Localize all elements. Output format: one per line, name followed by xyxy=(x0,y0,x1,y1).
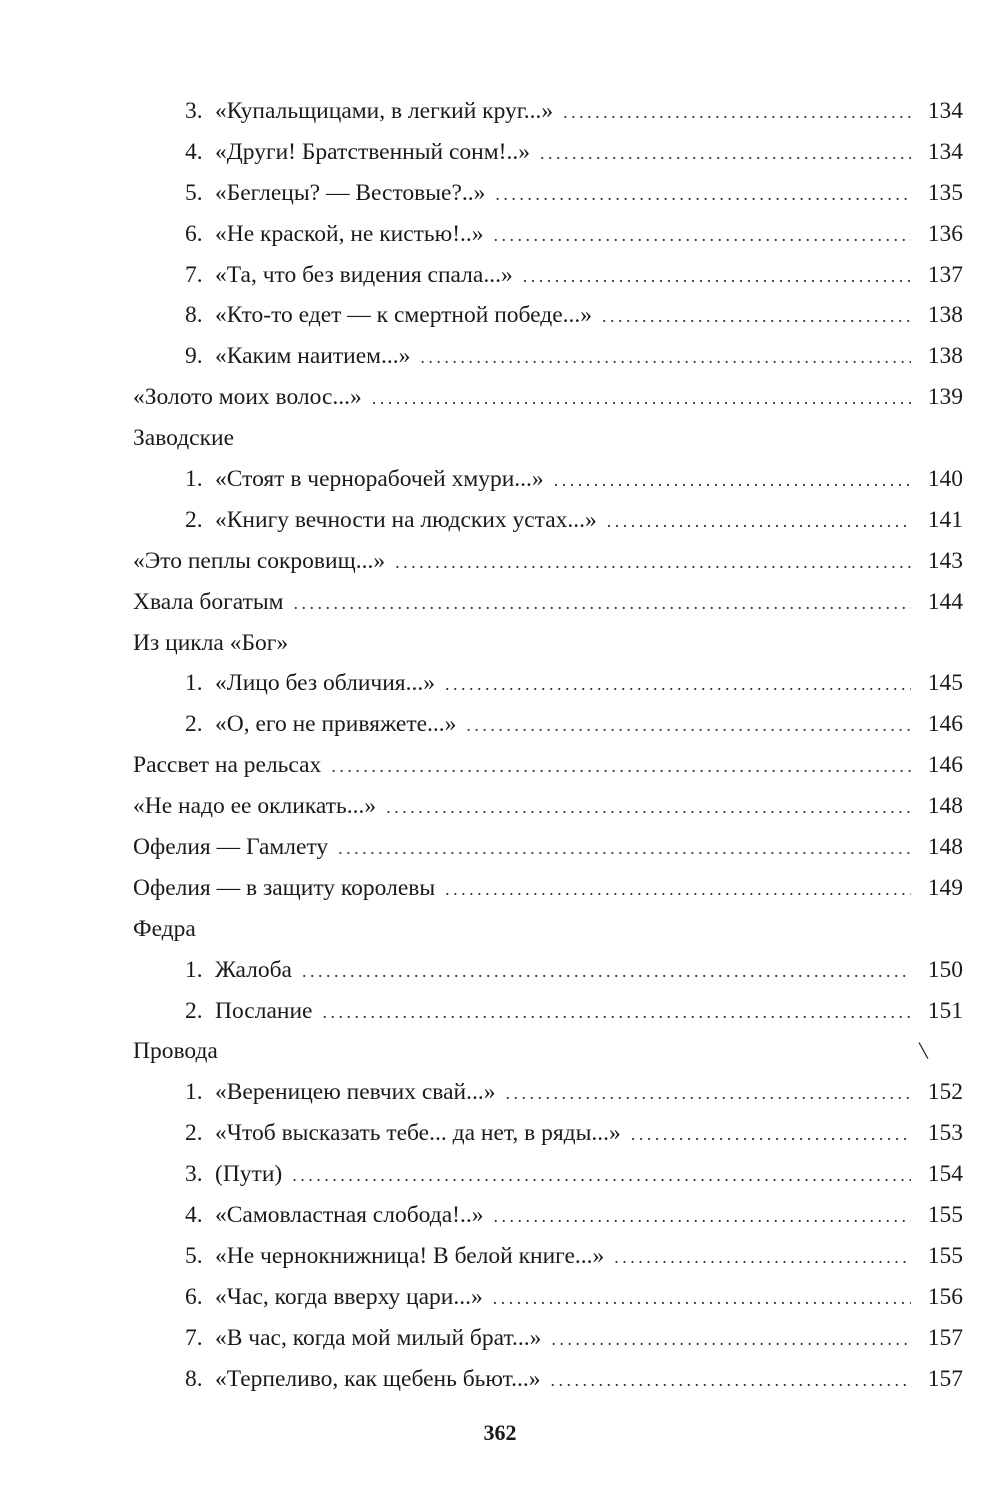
dot-leader xyxy=(466,705,911,746)
toc-entry-title: Заводские xyxy=(133,425,235,452)
dot-leader xyxy=(420,337,911,378)
toc-entry xyxy=(133,91,963,132)
toc-entry-title: Офелия — в защиту королевы xyxy=(133,874,436,901)
toc-entry-page: 144 xyxy=(927,588,963,615)
dot-leader xyxy=(540,133,911,174)
toc-entry xyxy=(133,295,963,336)
dot-leader xyxy=(322,992,911,1033)
toc-entry-title: «Лицо без обличия...» xyxy=(215,670,435,697)
toc-entry-title: «Не краской, не кистью!..» xyxy=(215,220,484,247)
toc-entry-title: «О, его не привяжете...» xyxy=(215,711,457,738)
toc-entry xyxy=(133,1359,963,1400)
toc-entry-page: 146 xyxy=(927,752,963,779)
toc-entry-page: 143 xyxy=(927,547,963,574)
toc-entry-title: «Не чернокнижница! В белой книге...» xyxy=(215,1242,605,1269)
toc-entry xyxy=(133,582,963,623)
toc-entry-page: 148 xyxy=(927,834,963,861)
dot-leader xyxy=(554,460,911,501)
dot-leader xyxy=(445,664,911,705)
toc-section-heading xyxy=(133,623,963,664)
dot-leader xyxy=(551,1360,912,1401)
toc-entry xyxy=(133,500,963,541)
toc-entry xyxy=(133,459,963,500)
dot-leader xyxy=(523,256,911,297)
dot-leader xyxy=(372,378,911,419)
toc-entry-number: 4. xyxy=(185,1202,203,1229)
toc-entry xyxy=(133,541,963,582)
toc-entry-page: 157 xyxy=(927,1365,963,1392)
toc-entry-number: 1. xyxy=(185,466,203,493)
toc-entry xyxy=(133,1195,963,1236)
toc-entry-number: 6. xyxy=(185,220,203,247)
toc-entry xyxy=(133,1318,963,1359)
toc-entry-number: 8. xyxy=(185,1365,203,1392)
toc-entry-number: 8. xyxy=(185,302,203,329)
toc-entry-number: 2. xyxy=(185,506,203,533)
toc-entry-number: 1. xyxy=(185,956,203,983)
dot-leader xyxy=(493,1278,911,1319)
toc-entry-number: 2. xyxy=(185,997,203,1024)
toc-entry-page: 155 xyxy=(927,1242,963,1269)
toc-entry-title: «Беглецы? — Вестовые?..» xyxy=(215,179,486,206)
toc-entry-title: Офелия — Гамлету xyxy=(133,834,329,861)
dot-leader xyxy=(395,542,911,583)
dot-leader xyxy=(302,951,911,992)
toc-entry-page: 151 xyxy=(927,997,963,1024)
toc-entry-number: 7. xyxy=(185,261,203,288)
dot-leader xyxy=(338,828,911,869)
toc-entry-number: 4. xyxy=(185,138,203,165)
toc-entry-title: «В час, когда мой милый брат...» xyxy=(215,1324,542,1351)
toc-entry-page: 150 xyxy=(927,956,963,983)
toc-entry-number: 9. xyxy=(185,343,203,370)
toc-entry-page: 137 xyxy=(927,261,963,288)
toc-entry-page: 141 xyxy=(927,506,963,533)
toc-entry-title: «Самовластная слобода!..» xyxy=(215,1202,484,1229)
toc-entry xyxy=(133,1072,963,1113)
toc-entry xyxy=(133,255,963,296)
toc-entry xyxy=(133,950,963,991)
toc-entry-title: (Пути) xyxy=(215,1161,283,1188)
toc-entry-title: «Книгу вечности на людских устах...» xyxy=(215,506,597,533)
toc-entry-title: «Кто-то едет — к смертной победе...» xyxy=(215,302,593,329)
toc-entry-page: 145 xyxy=(927,670,963,697)
toc-entry xyxy=(133,377,963,418)
toc-entry-page: 148 xyxy=(927,793,963,820)
toc-entry-page: 156 xyxy=(927,1283,963,1310)
toc-entry-page: 155 xyxy=(927,1202,963,1229)
toc-entry-page: 138 xyxy=(927,343,963,370)
dot-leader xyxy=(386,787,911,828)
dot-leader xyxy=(607,501,911,542)
toc-entry-page: 134 xyxy=(927,138,963,165)
toc-entry-title: Послание xyxy=(215,997,313,1024)
toc-entry-number: 3. xyxy=(185,98,203,124)
toc-entry-page: 152 xyxy=(927,1079,963,1106)
toc-entry xyxy=(133,663,963,704)
toc-entry-title: «Вереницею певчих свай...» xyxy=(215,1079,496,1106)
toc-entry-title: «Не надо ее окликать...» xyxy=(133,793,377,820)
toc-entry-title: «Та, что без видения спала...» xyxy=(215,261,513,288)
toc-entry xyxy=(133,868,963,909)
toc-section-heading xyxy=(133,1031,963,1072)
toc-entry xyxy=(133,745,963,786)
toc-entry-title: Хвала богатым xyxy=(133,588,284,615)
toc-entry-title: «Это пеплы сокровищ...» xyxy=(133,547,386,574)
toc-entry-page: 139 xyxy=(927,384,963,411)
toc-entry-page: 138 xyxy=(927,302,963,329)
toc-entry-number: 1. xyxy=(185,670,203,697)
dot-leader xyxy=(493,1196,911,1237)
toc-entry-title: «Стоят в чернорабочей хмури...» xyxy=(215,466,544,493)
toc-section-heading xyxy=(133,909,963,950)
toc-entry-page: 157 xyxy=(927,1324,963,1351)
toc-entry-title: Федра xyxy=(133,915,196,942)
toc-entry-title: Из цикла «Бог» xyxy=(133,629,289,656)
toc-entry-page: 135 xyxy=(927,179,963,206)
table-of-contents xyxy=(133,91,963,1400)
dot-leader xyxy=(495,174,911,215)
toc-entry-page: 149 xyxy=(927,874,963,901)
toc-entry-title: Жалоба xyxy=(215,956,292,983)
toc-entry-page: 140 xyxy=(927,466,963,493)
dot-leader xyxy=(631,1114,911,1155)
toc-entry-title: «Терпеливо, как щебень бьют...» xyxy=(215,1365,541,1392)
toc-entry-title: «Чтоб высказать тебе... да нет, в ряды...» xyxy=(215,1120,621,1147)
toc-entry xyxy=(133,991,963,1032)
toc-entry xyxy=(133,1236,963,1277)
toc-entry-number: 3. xyxy=(185,1161,203,1188)
toc-entry xyxy=(133,1277,963,1318)
dot-leader xyxy=(331,746,911,787)
toc-entry xyxy=(133,1154,963,1195)
toc-entry-title: «Купальщицами, в легкий круг...» xyxy=(215,98,554,124)
dot-leader xyxy=(505,1073,911,1114)
toc-entry-page: 153 xyxy=(927,1120,963,1147)
toc-entry-title: «Други! Братственный сонм!..» xyxy=(215,138,530,165)
toc-entry-title: Рассвет на рельсах xyxy=(133,752,322,779)
toc-entry xyxy=(133,132,963,173)
toc-entry xyxy=(133,786,963,827)
dot-leader xyxy=(292,1155,911,1196)
pencil-mark: \ xyxy=(917,1036,930,1066)
toc-entry-number: 5. xyxy=(185,179,203,206)
toc-entry-number: 6. xyxy=(185,1283,203,1310)
dot-leader xyxy=(445,869,911,910)
toc-entry xyxy=(133,214,963,255)
dot-leader xyxy=(551,1319,911,1360)
toc-entry xyxy=(133,704,963,745)
toc-entry-title: «Час, когда вверху цари...» xyxy=(215,1283,483,1310)
toc-entry-page: 136 xyxy=(927,220,963,247)
toc-entry-number: 2. xyxy=(185,1120,203,1147)
toc-section-heading xyxy=(133,418,963,459)
dot-leader xyxy=(294,583,911,624)
page-number: 362 xyxy=(483,1420,517,1445)
toc-entry-title: «Каким наитием...» xyxy=(215,343,411,370)
toc-entry xyxy=(133,173,963,214)
toc-entry-number: 2. xyxy=(185,711,203,738)
toc-entry-number: 5. xyxy=(185,1242,203,1269)
toc-entry-page: 146 xyxy=(927,711,963,738)
toc-entry-number: 1. xyxy=(185,1079,203,1106)
dot-leader xyxy=(563,92,911,133)
toc-entry-page: 154 xyxy=(927,1161,963,1188)
dot-leader xyxy=(602,296,911,337)
toc-entry xyxy=(133,827,963,868)
dot-leader xyxy=(494,215,911,256)
toc-entry xyxy=(133,1113,963,1154)
toc-entry-title: «Золото моих волос...» xyxy=(133,384,362,411)
toc-entry-number: 7. xyxy=(185,1324,203,1351)
toc-entry-title: Провода xyxy=(133,1038,218,1065)
toc-entry-page: 134 xyxy=(927,98,963,124)
toc-entry xyxy=(133,336,963,377)
dot-leader xyxy=(614,1237,911,1278)
